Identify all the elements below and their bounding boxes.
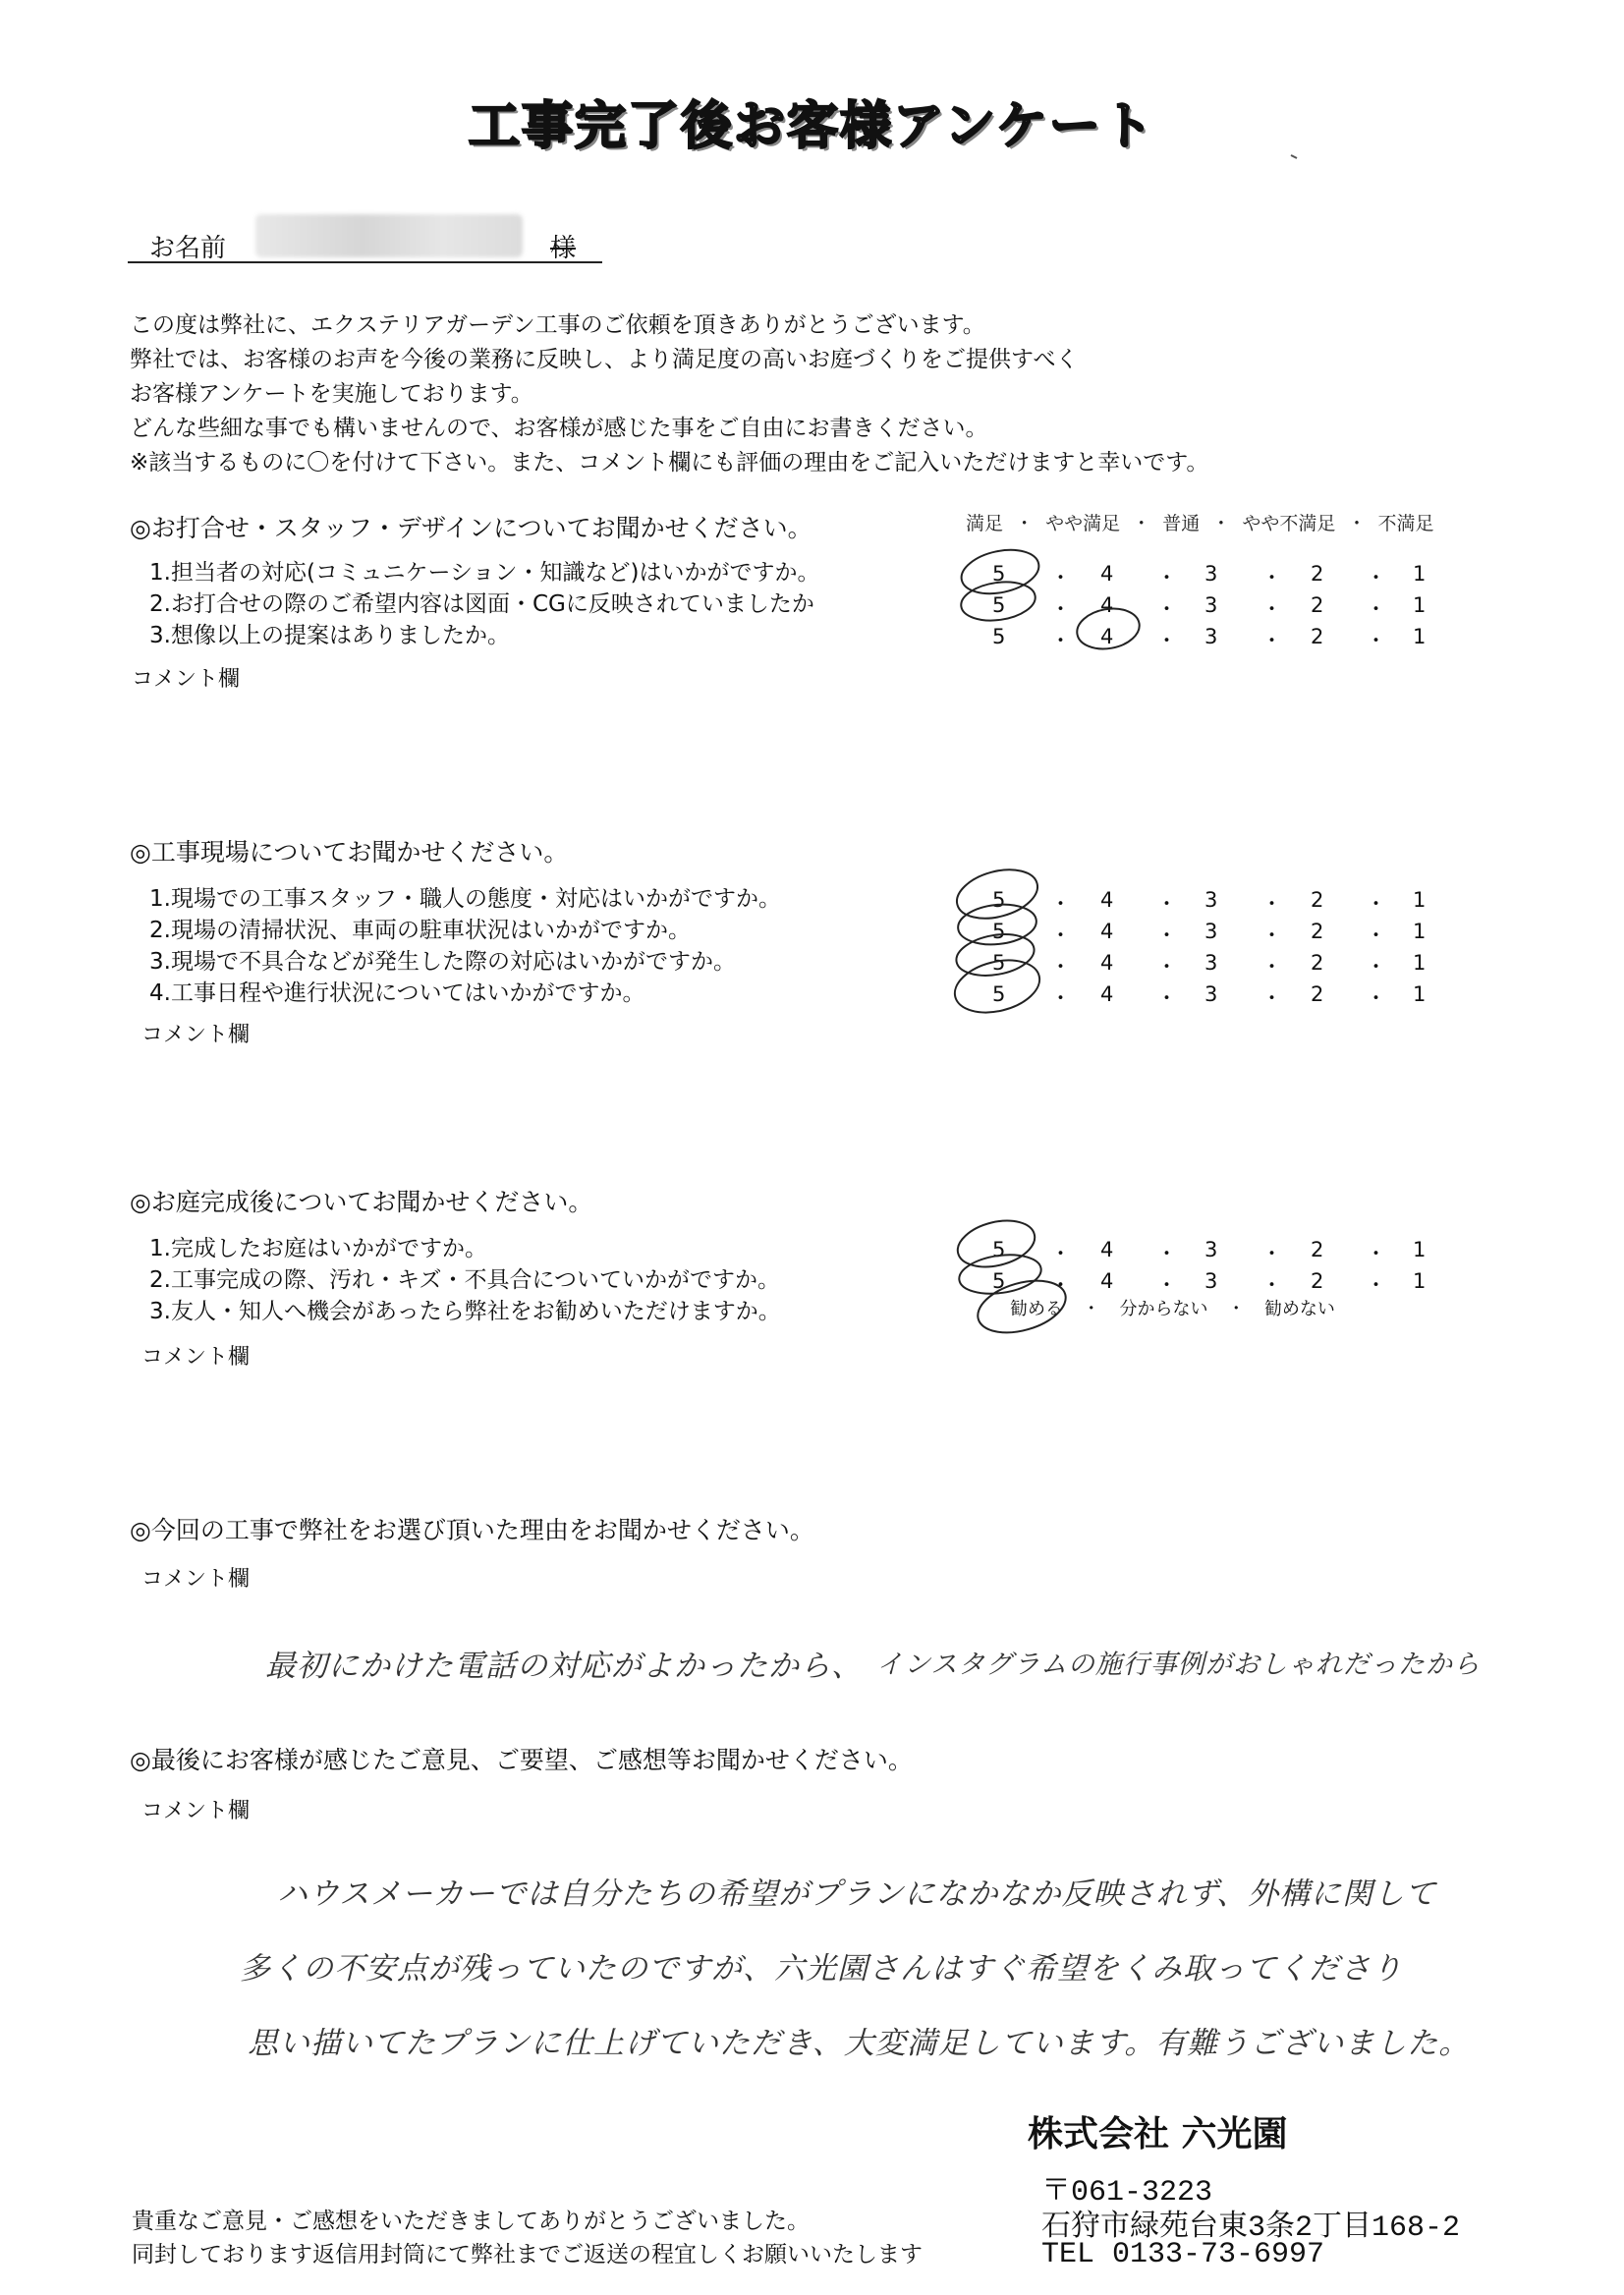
rating-option[interactable]: 2: [1311, 1269, 1324, 1293]
rating-option[interactable]: 1: [1413, 920, 1427, 943]
handwritten-answer: インスタグラムの施行事例がおしゃれだったから: [876, 1650, 1481, 1680]
thanks-line: 貴重なご意見・ご感想をいただきましてありがとうございました。: [132, 2209, 810, 2234]
rating-separator: ・: [1366, 566, 1386, 589]
rating-separator: ・: [1261, 955, 1282, 979]
rating-option[interactable]: 3: [1204, 1238, 1218, 1261]
rating-option[interactable]: 3: [1204, 593, 1218, 617]
rating-option[interactable]: 4: [1100, 920, 1114, 943]
rating-separator: ・: [1261, 924, 1282, 947]
question: 1.完成したお庭はいかがですか。: [149, 1236, 487, 1261]
scale-header-label: 満足: [966, 513, 1004, 534]
rating-option[interactable]: 4: [1100, 982, 1114, 1006]
rating-separator: ・: [1261, 597, 1282, 621]
rating-separator: ・: [1156, 1273, 1177, 1297]
rating-option[interactable]: 5: [992, 625, 1006, 648]
section-heading: ◎今回の工事で弊社をお選び頂いた理由をお聞かせください。: [130, 1516, 814, 1544]
selection-circle: [972, 1271, 1072, 1341]
rating-option[interactable]: 5: [992, 920, 1006, 943]
rating-option[interactable]: 4: [1100, 625, 1114, 648]
rating-option[interactable]: 2: [1311, 888, 1324, 912]
rating-option[interactable]: 3: [1204, 951, 1218, 975]
rating-option[interactable]: 5: [992, 1269, 1006, 1293]
rating-option[interactable]: 3: [1204, 920, 1218, 943]
intro-line: どんな些細な事でも構いませんので、お客様が感じた事をご自由にお書きください。: [130, 416, 988, 441]
rating-separator: ・: [1366, 924, 1386, 947]
scale-header-dot: ・: [1211, 513, 1231, 534]
rating-option[interactable]: 3: [1204, 562, 1218, 586]
question: 1.担当者の対応(コミュニケーション・知識など)はいかがですか。: [149, 560, 820, 586]
intro-line: ※該当するものに〇を付けて下さい。また、コメント欄にも評価の理由をご記入いただけますと幸いです。: [130, 450, 1209, 476]
rating-separator: ・: [1156, 986, 1177, 1010]
rating-option[interactable]: 5: [992, 888, 1006, 912]
rating-option[interactable]: 4: [1100, 1269, 1114, 1293]
rating-separator: ・: [1050, 597, 1071, 621]
section-heading: ◎最後にお客様が感じたご意見、ご要望、ご感想等お聞かせください。: [130, 1746, 913, 1774]
rating-separator: ・: [1261, 566, 1282, 589]
recommend-option: 分からない: [1119, 1299, 1208, 1319]
question: 2.現場の清掃状況、車両の駐車状況はいかがですか。: [149, 918, 691, 943]
name-label: お名前: [149, 234, 227, 263]
rating-option[interactable]: 4: [1100, 562, 1114, 586]
rating-option[interactable]: 1: [1413, 593, 1427, 617]
rating-option[interactable]: 2: [1311, 562, 1324, 586]
selection-circle: [1074, 604, 1143, 654]
comment-label: コメント欄: [132, 667, 241, 692]
recommend-dot: ・: [1227, 1299, 1246, 1319]
rating-separator: ・: [1050, 1242, 1071, 1265]
rating-separator: ・: [1156, 892, 1177, 916]
rating-option[interactable]: 2: [1311, 982, 1324, 1006]
scale-header-label: 不満足: [1377, 513, 1434, 534]
page-title: 工事完了後お客様アンケート: [469, 97, 1155, 156]
question: 4.工事日程や進行状況についてはいかがですか。: [149, 980, 645, 1006]
rating-option[interactable]: 1: [1413, 625, 1427, 648]
rating-separator: ・: [1261, 986, 1282, 1010]
section-heading: ◎工事現場についてお聞かせください。: [130, 838, 569, 867]
comment-label: コメント欄: [141, 1567, 251, 1592]
address: 石狩市緑苑台東3条2丁目168-2: [1041, 2211, 1461, 2245]
rating-separator: ・: [1050, 924, 1071, 947]
rating-separator: ・: [1050, 986, 1071, 1010]
rating-separator: ・: [1366, 1242, 1386, 1265]
scale-header-label: 普通: [1162, 513, 1201, 534]
question: 3.友人・知人へ機会があったら弊社をお勧めいただけますか。: [149, 1299, 781, 1324]
rating-separator: ・: [1366, 892, 1386, 916]
rating-option[interactable]: 3: [1204, 982, 1218, 1006]
rating-option[interactable]: 4: [1100, 593, 1114, 617]
comment-label: コメント欄: [141, 1345, 251, 1370]
comment-label: コメント欄: [141, 1023, 251, 1047]
rating-separator: ・: [1156, 629, 1177, 652]
rating-option[interactable]: 1: [1413, 562, 1427, 586]
rating-separator: ・: [1156, 924, 1177, 947]
rating-option[interactable]: 4: [1100, 888, 1114, 912]
rating-option[interactable]: 2: [1311, 593, 1324, 617]
selection-circle: [949, 952, 1044, 1021]
section-heading: ◎お庭完成後についてお聞かせください。: [130, 1188, 593, 1216]
rating-option[interactable]: 1: [1413, 1269, 1427, 1293]
recommend-option: 勧めない: [1263, 1299, 1335, 1319]
handwritten-answer: 多くの不安点が残っていたのですが、六光園さんはすぐ希望をくみ取ってくださり: [240, 1951, 1403, 1987]
rating-option[interactable]: 3: [1204, 625, 1218, 648]
question: 3.現場で不具合などが発生した際の対応はいかがですか。: [149, 949, 736, 975]
rating-separator: ・: [1366, 986, 1386, 1010]
rating-separator: ・: [1261, 629, 1282, 652]
scale-header-label: やや不満足: [1242, 513, 1336, 534]
rating-option[interactable]: 2: [1311, 625, 1324, 648]
question: 1.現場での工事スタッフ・職人の態度・対応はいかがですか。: [149, 886, 781, 912]
rating-separator: ・: [1261, 1273, 1282, 1297]
rating-separator: ・: [1050, 955, 1071, 979]
rating-option[interactable]: 4: [1100, 1238, 1114, 1261]
selection-circle: [957, 1250, 1043, 1298]
postal-code: 〒061-3223: [1041, 2176, 1213, 2210]
recommend-option: 勧める: [1010, 1299, 1063, 1319]
thanks-line: 同封しております返信用封筒にて弊社までご返送の程宜しくお願いいたします: [132, 2242, 923, 2267]
question: 3.想像以上の提案はありましたか。: [149, 623, 510, 648]
rating-separator: ・: [1156, 597, 1177, 621]
handwritten-answer: 思い描いてたプランに仕上げていただき、大変満足しています。有難うございました。: [248, 2026, 1471, 2061]
section-heading: ◎お打合せ・スタッフ・デザインについてお聞かせください。: [130, 514, 812, 542]
rating-separator: ・: [1366, 955, 1386, 979]
rating-option[interactable]: 3: [1204, 888, 1218, 912]
scale-header-label: やや満足: [1045, 513, 1121, 534]
intro-line: お客様アンケートを実施しております。: [130, 381, 533, 407]
rating-option[interactable]: 4: [1100, 951, 1114, 975]
rating-option[interactable]: 5: [992, 593, 1006, 617]
rating-option[interactable]: 1: [1413, 1238, 1427, 1261]
rating-separator: ・: [1050, 892, 1071, 916]
scale-header-dot: ・: [1347, 513, 1367, 534]
name-suffix: 様: [550, 234, 577, 263]
rating-option[interactable]: 3: [1204, 1269, 1218, 1293]
rating-separator: ・: [1366, 1273, 1386, 1297]
rating-option[interactable]: 2: [1311, 920, 1324, 943]
rating-separator: ・: [1261, 892, 1282, 916]
rating-separator: ・: [1156, 955, 1177, 979]
intro-line: 弊社では、お客様のお声を今後の業務に反映し、より満足度の高いお庭づくりをご提供すべく: [130, 347, 1079, 372]
phone: TEL 0133-73-6997: [1041, 2238, 1325, 2271]
rating-separator: ・: [1050, 629, 1071, 652]
rating-option[interactable]: 5: [992, 951, 1006, 975]
rating-separator: ・: [1156, 1242, 1177, 1265]
rating-option[interactable]: 5: [992, 562, 1006, 586]
intro-line: この度は弊社に、エクステリアガーデン工事のご依頼を頂きありがとうございます。: [130, 312, 985, 338]
rating-option[interactable]: 2: [1311, 1238, 1324, 1261]
rating-separator: ・: [1050, 1273, 1071, 1297]
rating-option[interactable]: 5: [992, 982, 1006, 1006]
selection-circle: [956, 901, 1038, 948]
stray-mark: [1291, 155, 1297, 158]
rating-separator: ・: [1050, 566, 1071, 589]
rating-separator: ・: [1366, 629, 1386, 652]
rating-option[interactable]: 1: [1413, 982, 1427, 1006]
handwritten-answer: 最初にかけた電話の対応がよかったから、: [265, 1649, 863, 1684]
selection-circle: [953, 1213, 1039, 1274]
rating-option[interactable]: 1: [1413, 951, 1427, 975]
rating-separator: ・: [1156, 566, 1177, 589]
rating-option[interactable]: 5: [992, 1238, 1006, 1261]
question: 2.工事完成の際、汚れ・キズ・不具合についていかがですか。: [149, 1267, 781, 1293]
recommend-dot: ・: [1082, 1299, 1100, 1319]
question: 2.お打合せの際のご希望内容は図面・CGに反映されていましたか: [149, 591, 814, 617]
company-name: 株式会社 六光園: [1028, 2114, 1288, 2155]
scale-header-dot: ・: [1015, 513, 1035, 534]
rating-option[interactable]: 1: [1413, 888, 1427, 912]
rating-option[interactable]: 2: [1311, 951, 1324, 975]
handwritten-answer: ハウスメーカーでは自分たちの希望がプランになかなか反映されず、外構に関して: [277, 1876, 1436, 1912]
rating-separator: ・: [1261, 1242, 1282, 1265]
comment-label: コメント欄: [141, 1799, 251, 1823]
rating-separator: ・: [1366, 597, 1386, 621]
scale-header-dot: ・: [1132, 513, 1151, 534]
